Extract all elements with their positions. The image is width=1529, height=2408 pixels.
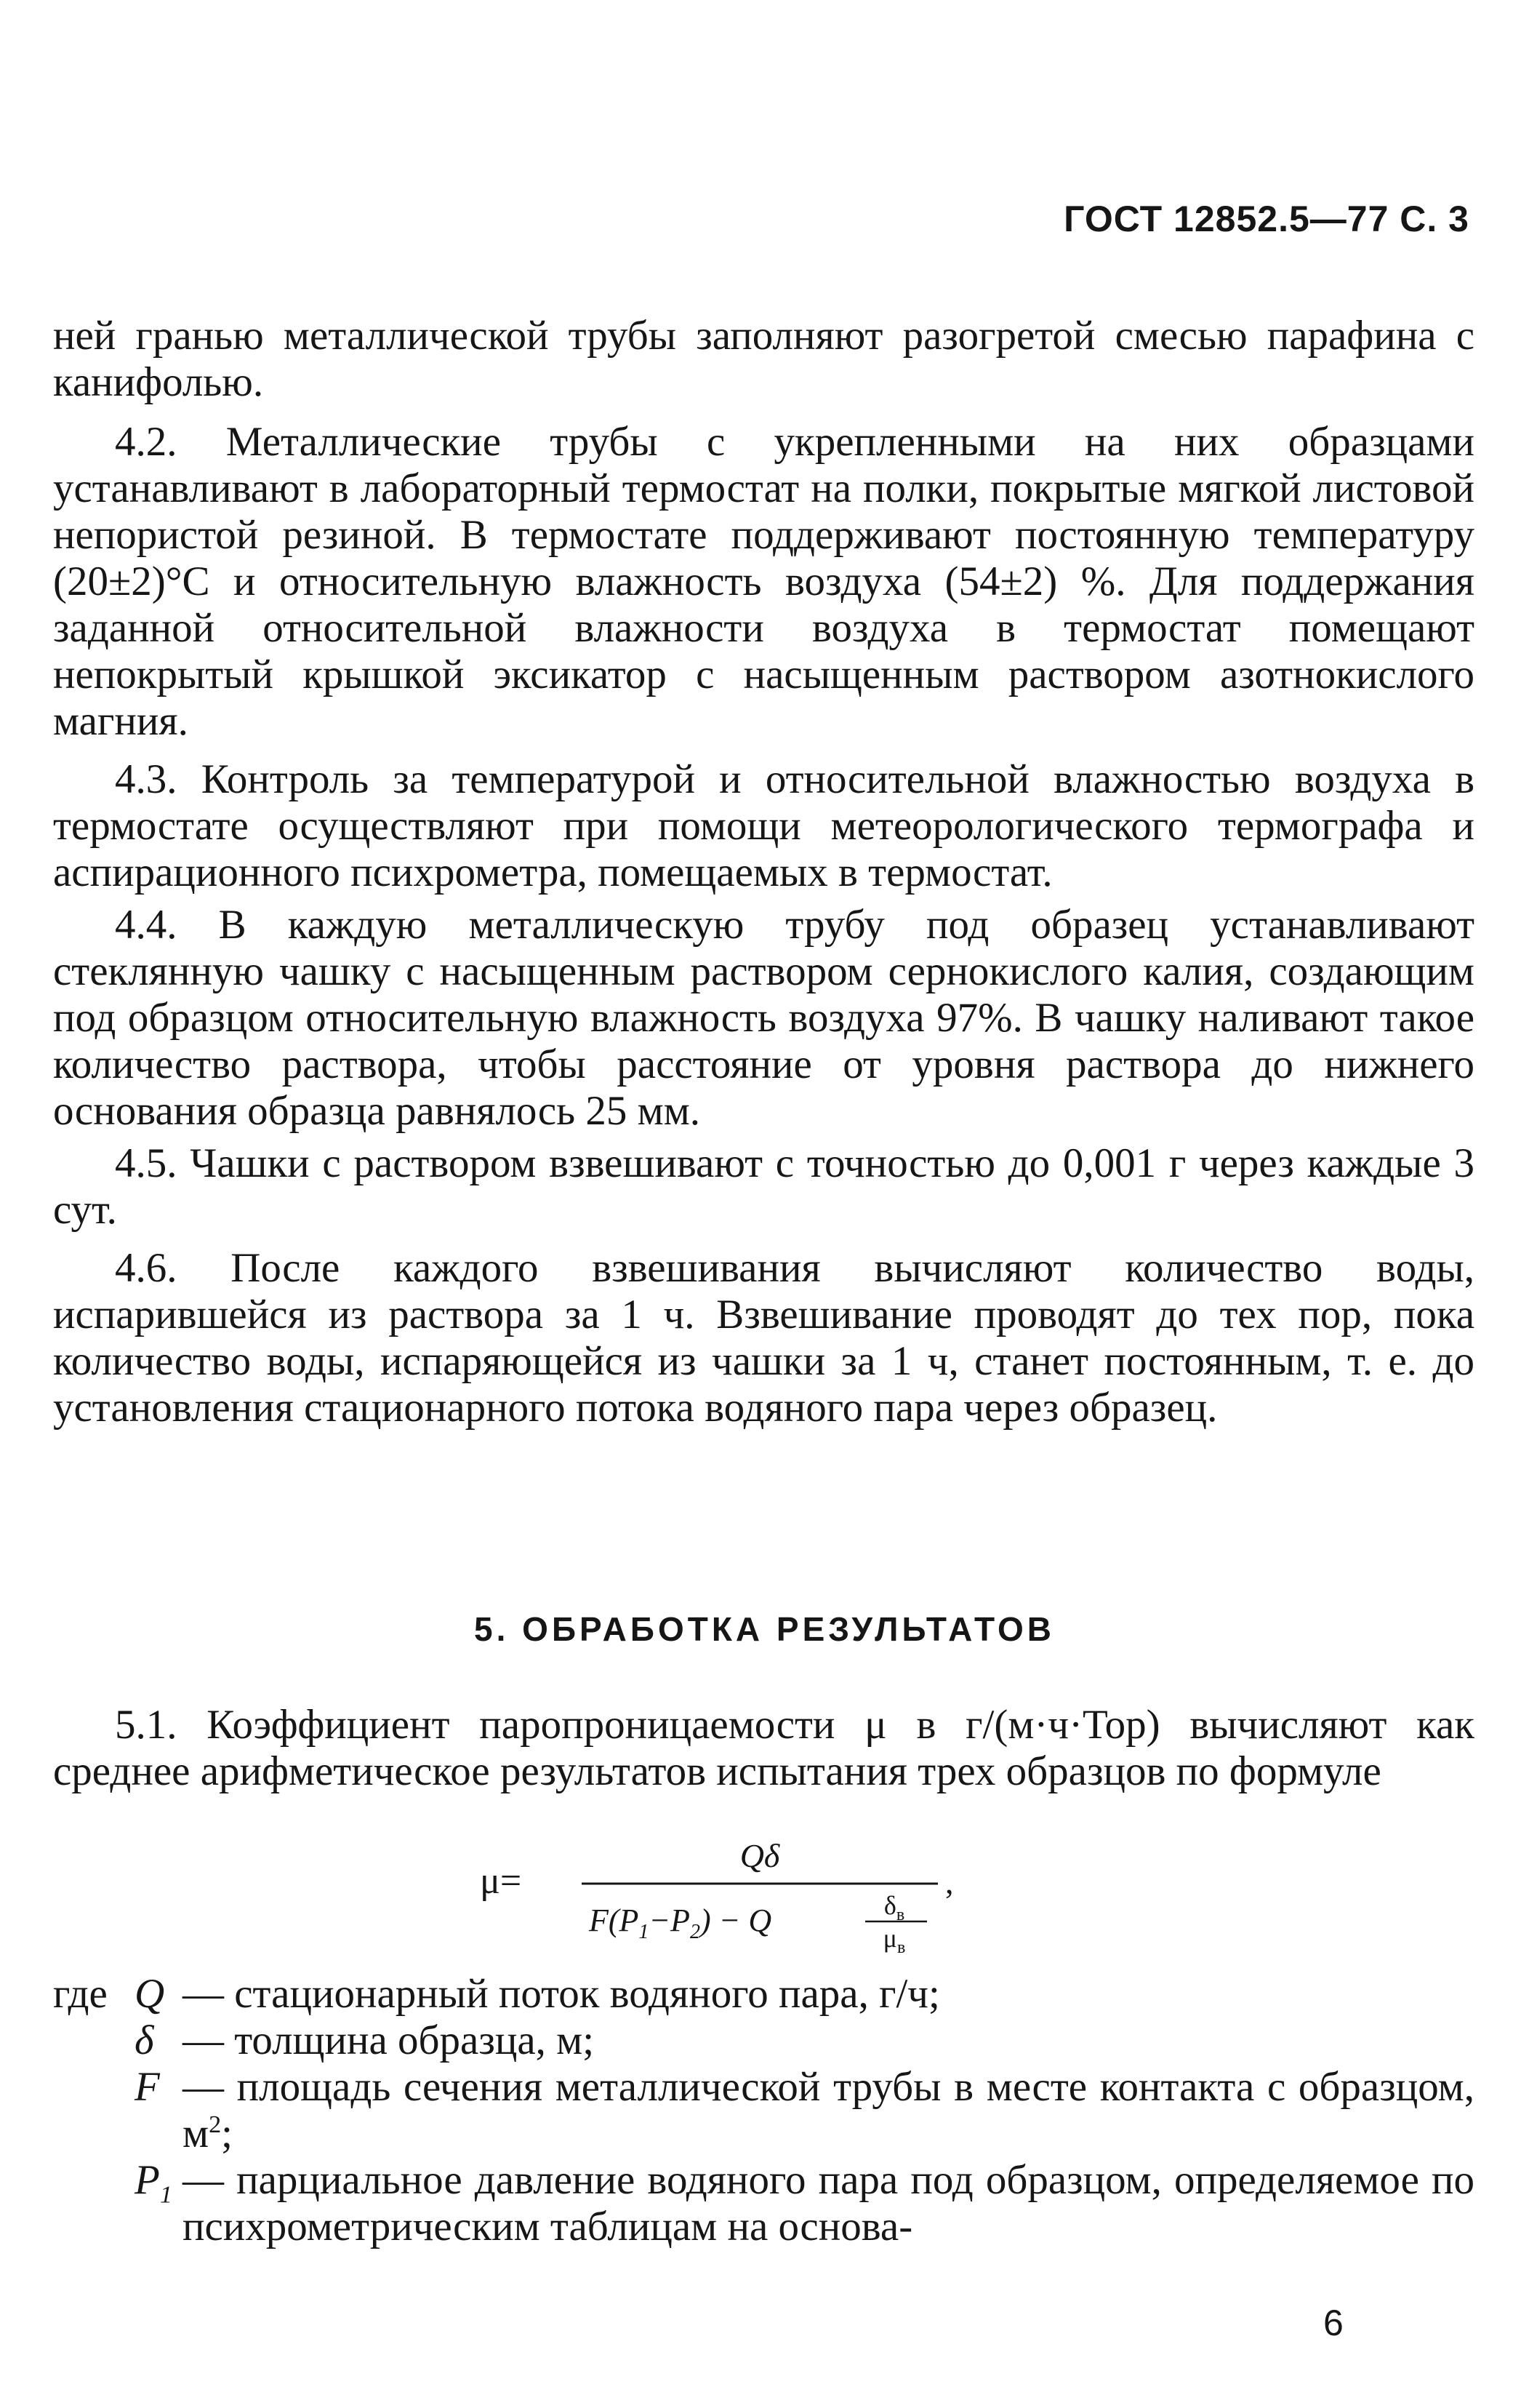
definition-symbol-delta: δ <box>135 2017 154 2063</box>
definition-f <box>53 2064 1474 2157</box>
paragraph-4-3: 4.3. Контроль за температурой и относительной влажностью воздуха в термостате осуществляют при помощи метеорологического термографа и аспирационного психрометра, помещаемых в термостат. <box>53 756 1474 895</box>
formula-tail: , <box>945 1863 954 1900</box>
definitions-list <box>53 1971 1474 2250</box>
body-text-5-1 <box>53 1702 1474 1795</box>
definition-text-q: — стационарный поток водяного пара, г/ч; <box>182 1971 940 2017</box>
definition-lead: где <box>53 1971 108 2017</box>
definition-p1 <box>53 2157 1474 2250</box>
definition-symbol-p1: $P_1$ <box>135 2157 172 2209</box>
paragraph-continuation: ней гранью металлической трубы заполняют разогретой смесью парафина с канифолью. <box>53 313 1474 405</box>
body-text-top <box>53 313 1474 1431</box>
permeability-formula <box>480 1822 989 1953</box>
formula-numerator: Qδ <box>739 1837 780 1874</box>
definition-q <box>53 1971 1474 2017</box>
paragraph-5-1: 5.1. Коэффициент паропроницаемости μ в г/(м·ч·Тор) вычисляют как среднее арифметическое результатов испытания трех образцов по формуле <box>53 1702 1474 1794</box>
definition-symbol-q: Q <box>135 1971 165 2017</box>
paragraph-4-6: 4.6. После каждого взвешивания вычисляют количество воды, испарившейся из раствора за 1 ч. Взвешивание проводят до тех пор, пока количество воды, испаряющейся из чашки за 1 ч, станет постоянным, т. е. до установления стационарного потока водяного пара через образец. <box>53 1245 1474 1431</box>
paragraph-4-5: 4.5. Чашки с раствором взвешивают с точностью до 0,001 г через каждые 3 сут. <box>53 1140 1474 1233</box>
formula-denominator-text: $F(P_1-P_2) - Q$ <box>589 1903 772 1943</box>
formula-inner-denominator: $\mu_в$ <box>883 1924 906 1953</box>
page-number: 6 <box>1323 2303 1344 2343</box>
definition-delta <box>53 2017 1474 2064</box>
formula-lhs: μ= <box>480 1860 522 1902</box>
definition-text-delta: — толщина образца, м; <box>182 2017 595 2063</box>
definition-text-f: — площадь сечения металлической трубы в месте контакта с образцом, $м^2$; <box>182 2064 1474 2156</box>
paragraph-4-2: 4.2. Металлические трубы с укрепленными на них образцами устанавливают в лабораторный термостат на полки, покрытые мягкой листовой непористой резиной. В термостате поддерживают постоянную температуру (20±2)°С и относительную влажность воздуха (54±2) %. Для поддержания заданной относительной влажности воздуха в термостат помещают непокрытый крышкой эксикатор с насыщенным раствором азотнокислого магния. <box>53 419 1474 744</box>
formula-inner-numerator: $\delta_в$ <box>883 1891 905 1924</box>
paragraph-4-4: 4.4. В каждую металлическую трубу под образец устанавливают стеклянную чашку с насыщенным раствором сернокислого калия, создающим под образцом относительную влажность воздуха 97%. В чашку наливают такое количество раствора, чтобы расстояние от уровня раствора до нижнего основания образца равнялось 25 мм. <box>53 902 1474 1134</box>
definition-text-p1: — парциальное давление водяного пара под образцом, определяемое по психрометрическим таблицам на основа- <box>182 2157 1474 2249</box>
section-title: 5. ОБРАБОТКА РЕЗУЛЬТАТОВ <box>474 1610 1055 1648</box>
definition-symbol-f: F <box>135 2064 160 2110</box>
page-header: ГОСТ 12852.5—77 С. 3 <box>1064 199 1469 239</box>
